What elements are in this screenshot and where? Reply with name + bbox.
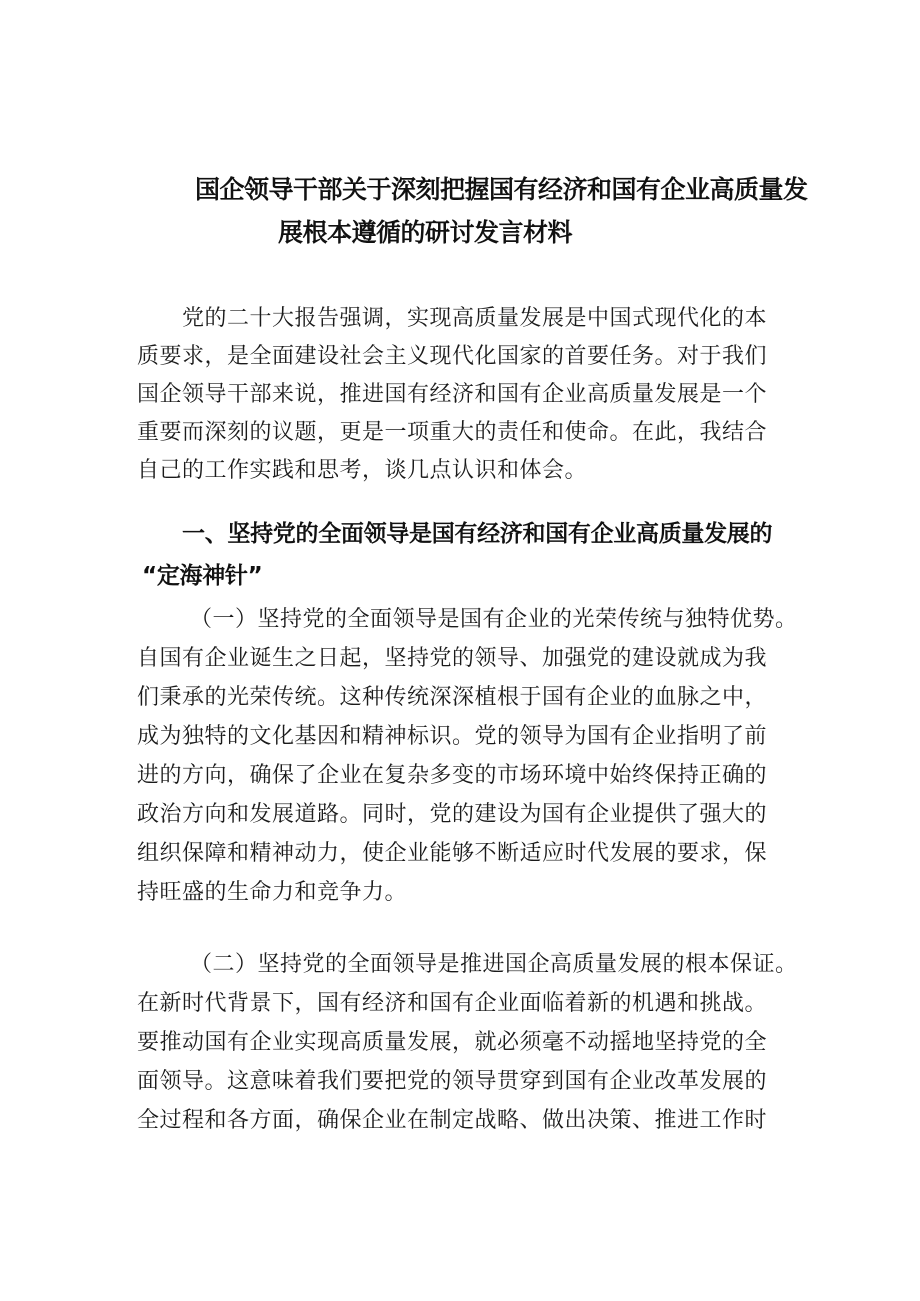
intro-line-4: 重要而深刻的议题，更是一项重大的责任和使命。在此，我结合 <box>137 420 768 445</box>
sub-2-line-1: （二）坚持党的全面领导是推进国企高质量发展的根本保证。 <box>190 952 798 977</box>
document-title-line-1: 国企领导干部关于深刻把握国有经济和国有企业高质量发 <box>195 175 808 204</box>
sub-2-line-5: 全过程和各方面，确保企业在制定战略、做出决策、推进工作时 <box>137 1108 768 1133</box>
sub-1-line-6: 政治方向和发展道路。同时，党的建设为国有企业提供了强大的 <box>137 802 768 827</box>
sub-1-line-2: 自国有企业诞生之日起，坚持党的领导、加强党的建设就成为我 <box>137 646 768 671</box>
intro-line-3: 国企领导干部来说，推进国有经济和国有企业高质量发展是一个 <box>137 382 768 407</box>
intro-line-5: 自己的工作实践和思考，谈几点认识和体会。 <box>137 458 588 483</box>
sub-2-line-4: 面领导。这意味着我们要把党的领导贯穿到国有企业改革发展的 <box>137 1069 768 1094</box>
sub-1-line-3: 们秉承的光荣传统。这种传统深深植根于国有企业的血脉之中， <box>137 685 768 710</box>
sub-1-line-4: 成为独特的文化基因和精神标识。党的领导为国有企业指明了前 <box>137 724 768 749</box>
document-title-line-2: 展根本遵循的研讨发言材料 <box>278 218 573 247</box>
section-1-heading-line-2: “定海神针” <box>142 563 263 589</box>
intro-line-2: 质要求，是全面建设社会主义现代化国家的首要任务。对于我们 <box>137 344 768 369</box>
sub-1-line-7: 组织保障和精神动力，使企业能够不断适应时代发展的要求，保 <box>137 841 768 866</box>
sub-1-line-5: 进的方向，确保了企业在复杂多变的市场环境中始终保持正确的 <box>137 763 768 788</box>
sub-1-line-1: （一）坚持党的全面领导是国有企业的光荣传统与独特优势。 <box>190 607 798 632</box>
sub-1-line-8: 持旺盛的生命力和竞争力。 <box>137 880 408 905</box>
sub-2-line-3: 要推动国有企业实现高质量发展，就必须毫不动摇地坚持党的全 <box>137 1030 768 1055</box>
intro-line-1: 党的二十大报告强调，实现高质量发展是中国式现代化的本 <box>182 306 768 331</box>
section-1-heading-line-1: 一、坚持党的全面领导是国有经济和国有企业高质量发展的 <box>182 521 773 547</box>
sub-2-line-2: 在新时代背景下，国有经济和国有企业面临着新的机遇和挑战。 <box>137 991 768 1016</box>
